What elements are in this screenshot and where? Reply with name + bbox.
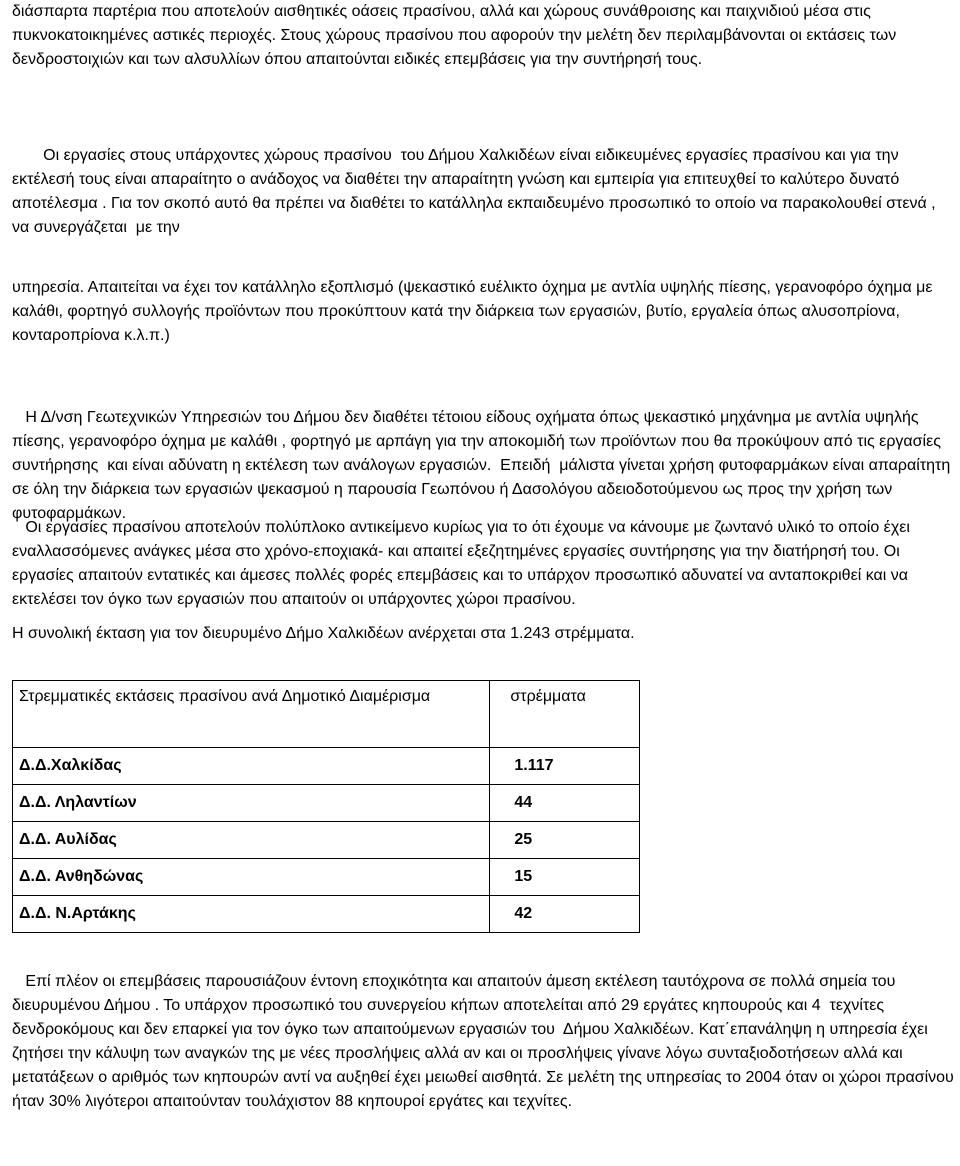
paragraph-total-area: Η συνολική έκταση για τον διευρυμένο Δήμο Χαλκιδέων ανέρχεται στα 1.243 στρέμματα. bbox=[12, 625, 635, 642]
table-cell-district: Δ.Δ. Ληλαντίων bbox=[13, 785, 490, 822]
table-header-row bbox=[13, 681, 640, 748]
table-header-district: Στρεμματικές εκτάσεις πρασίνου ανά Δημοτικό Διαμέρισμα bbox=[13, 681, 490, 748]
table-row bbox=[13, 859, 640, 896]
table-cell-value: 42 bbox=[490, 896, 640, 933]
table-cell-district: Δ.Δ. Ανθηδώνας bbox=[13, 859, 490, 896]
paragraph-specialized-works: Οι εργασίες στους υπάρχοντες χώρους πρασίνου του Δήμου Χαλκιδέων είναι ειδικευμένες εργασίες πρασίνου και για την εκτέλεσή τους είναι απαραίτητο ο ανάδοχος να διαθέτει την απαραίτητη γνώση και εμπειρία για επιτευχθεί το καλύτερο δυνατό αποτέλεσμα . Για τον σκοπό αυτό θα πρέπει να διαθέτει το κατάλληλα εκπαιδευμένο προσωπικό το οποίο να παρακολουθεί στενά , να συνεργάζεται με την bbox=[12, 147, 941, 236]
table-cell-district: Δ.Δ.Χαλκίδας bbox=[13, 748, 490, 785]
table-cell-value: 44 bbox=[490, 785, 640, 822]
table-row bbox=[13, 785, 640, 822]
table-cell-district: Δ.Δ. Ν.Αρτάκης bbox=[13, 896, 490, 933]
table-cell-value: 15 bbox=[490, 859, 640, 896]
paragraph-geotechnical-services: Η Δ/νση Γεωτεχνικών Υπηρεσιών του Δήμου δεν διαθέτει τέτοιου είδους οχήματα όπως ψεκαστικό μηχάνημα με αντλία υψηλής πίεσης, γερανοφόρο όχημα με καλάθι , φορτηγό με αρπάγη για την αποκομιδή των προϊόντων που θα προκύψουν από τις εργασίες συντήρησης και είναι αδύνατη η εκτέλεση των ανάλογων εργασιών. Επειδή μάλιστα γίνεται χρήση φυτοφαρμάκων είναι απαραίτητη σε όλη την διάρκεια των εργασιών ψεκασμού η παρουσία Γεωπόνου ή Δασολόγου αδειοδοτούμενου ως προς την χρήση των φυτοφαρμάκων. bbox=[12, 409, 955, 522]
paragraph-complex-object: Οι εργασίες πρασίνου αποτελούν πολύπλοκο αντικείμενο κυρίως για το ότι έχουμε να κάνουμε με ζωντανό υλικό το οποίο έχει εναλλασσόμενες ανάγκες μέσα στο χρόνο-εποχιακά- και απαιτεί εξεζητημένες εργασίες συντήρησης για την διατήρησή του. Οι εργασίες απαιτούν εντατικές και άμεσες πολλές φορές επεμβάσεις και το υπάρχον προσωπικό αδυνατεί να ανταποκριθεί και να εκτελέσει τον όγκο των εργασιών που απαιτούν οι υπάρχοντες χώροι πρασίνου. bbox=[12, 519, 915, 608]
table-row bbox=[13, 822, 640, 859]
areas-table bbox=[12, 680, 640, 933]
table-cell-district: Δ.Δ. Αυλίδας bbox=[13, 822, 490, 859]
paragraph-equipment: υπηρεσία. Απαιτείται να έχει τον κατάλληλο εξοπλισμό (ψεκαστικό ευέλικτο όχημα με αντλία υψηλής πίεσης, γερανοφόρο όχημα με καλάθι, φορτηγό συλλογής προϊόντων που προκύπτουν κατά την διάρκεια των εργασιών, βυτίο, εργαλεία όπως αλυσοπρίονα, κονταροπρίονα κ.λ.π.) bbox=[12, 279, 937, 344]
paragraph-seasonality: Επί πλέον οι επεμβάσεις παρουσιάζουν έντονη εποχικότητα και απαιτούν άμεση εκτέλεση ταυτόχρονα σε πολλά σημεία του διευρυμένου Δήμου . Το υπάρχον προσωπικό του συνεργείου κήπων αποτελείται από 29 εργάτες κηπουρούς και 4 τεχνίτες δενδροκόμους και δεν επαρκεί για τον όγκο των απαιτούμενων εργασιών του Δήμου Χαλκιδέων. Κατ΄επανάληψη η υπηρεσία έχει ζητήσει την κάλυψη των αναγκών της με νέες προσλήψεις αλλά αν και οι προσλήψεις γίνανε λόγω συνταξιοδοτήσεων αλλά και μετατάξεων ο αριθμός των κηπουρών αντί να αυξηθεί έχει μειωθεί αισθητά. Σε μελέτη της υπηρεσίας το 2004 όταν οι χώροι πρασίνου ήταν 30% λιγότεροι απαιτούνταν τουλάχιστον 88 κηπουροί εργάτες και τεχνίτες. bbox=[12, 973, 959, 1110]
table-row bbox=[13, 896, 640, 933]
table-row bbox=[13, 748, 640, 785]
table-cell-value: 1.117 bbox=[490, 748, 640, 785]
table-header-stremmata: στρέμματα bbox=[490, 681, 640, 748]
table-cell-value: 25 bbox=[490, 822, 640, 859]
paragraph-intro: διάσπαρτα παρτέρια που αποτελούν αισθητικές οάσεις πρασίνου, αλλά και χώρους συνάθροισης και παιχνιδιού μέσα στις πυκνοκατοικημένες αστικές περιοχές. Στους χώρους πρασίνου που αφορούν την μελέτη δεν περιλαμβάνονται οι εκτάσεις των δενδροστοιχιών και των αλσυλλίων όπου απαιτούνται ειδικές επεμβάσεις για την συντήρησή τους. bbox=[12, 3, 901, 68]
